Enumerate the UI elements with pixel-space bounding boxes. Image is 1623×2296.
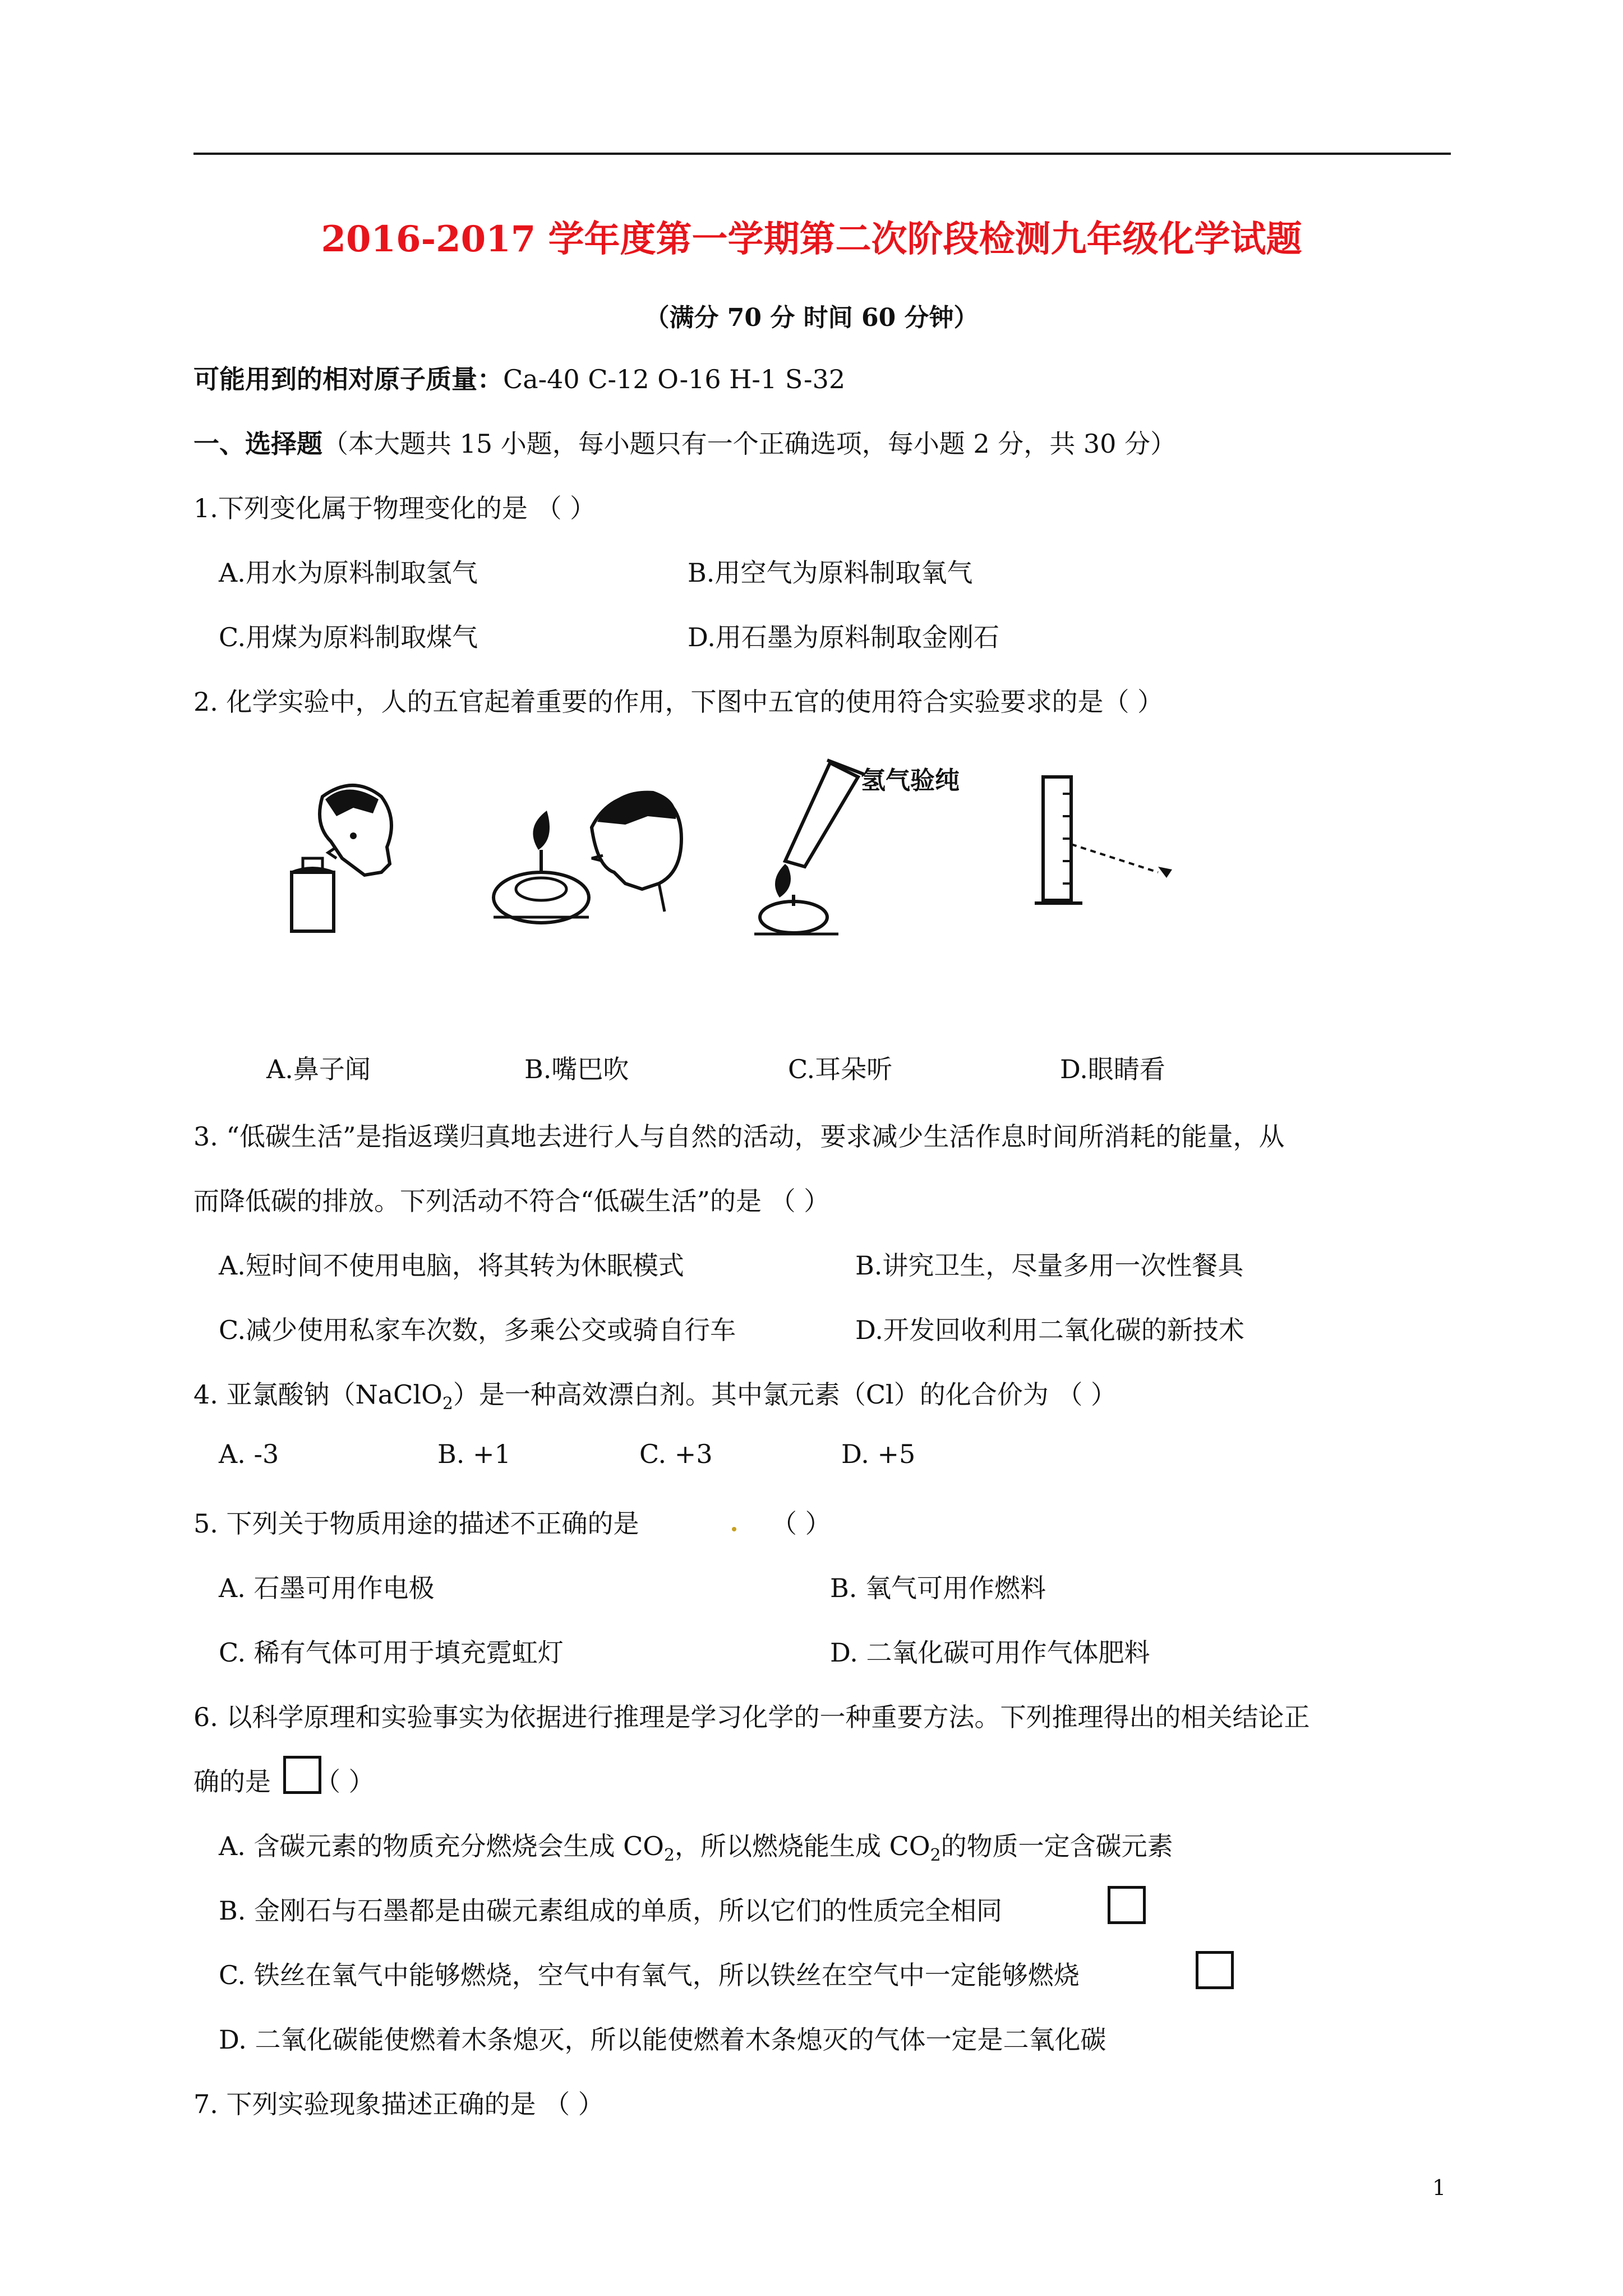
q6-option-c: C. 铁丝在氧气中能够燃烧，空气中有氧气，所以铁丝在空气中一定能够燃烧 xyxy=(219,1960,1080,1990)
q6-a-sub1: 2 xyxy=(664,1846,675,1866)
answer-box xyxy=(1108,1886,1146,1924)
q2-option-c: C.耳朵听 xyxy=(788,1054,893,1084)
q1-option-c: C.用煤为原料制取煤气 xyxy=(219,622,478,652)
q6-stem-line1: 6. 以科学原理和实验事实为依据进行推理是学习化学的一种重要方法。下列推理得出的相关结论正 xyxy=(193,1702,1310,1732)
page-number: 1 xyxy=(1432,2175,1446,2200)
atomic-mass-values: Ca-40 C-12 O-16 H-1 S-32 xyxy=(503,364,846,394)
q3-stem-line1: 3. “低碳生活”是指返璞归真地去进行人与自然的活动，要求减少生活作息时间所消耗的能量，从 xyxy=(193,1121,1285,1152)
q6-a-mid: ，所以燃烧能生成 CO xyxy=(675,1831,930,1861)
q5-option-a: A. 石墨可用作电极 xyxy=(219,1573,435,1603)
stray-dot xyxy=(732,1527,736,1531)
q1-stem: 1.下列变化属于物理变化的是 （ ） xyxy=(193,493,596,523)
q4-stem-sub: 2 xyxy=(442,1394,453,1414)
q5-option-c: C. 稀有气体可用于填充霓虹灯 xyxy=(219,1637,564,1668)
q4-option-d: D. +5 xyxy=(841,1439,916,1469)
read-cylinder-figure xyxy=(1032,771,1189,912)
q5-option-b: B. 氧气可用作燃料 xyxy=(830,1573,1046,1603)
q2-option-a: A.鼻子闻 xyxy=(266,1054,371,1084)
q1-option-b: B.用空气为原料制取氧气 xyxy=(688,558,973,588)
atomic-mass-label: 可能用到的相对原子质量： xyxy=(193,364,503,394)
q4-stem-post: ）是一种高效漂白剂。其中氯元素（Cl）的化合价为 （ ） xyxy=(453,1379,1117,1410)
atomic-mass-line xyxy=(193,359,845,396)
answer-box xyxy=(1196,1951,1234,1989)
q2-option-d: D.眼睛看 xyxy=(1060,1054,1165,1084)
q4-option-b: B. +1 xyxy=(437,1439,511,1469)
q3-option-c: C.减少使用私家车次数，多乘公交或骑自行车 xyxy=(219,1315,736,1345)
q3-option-a: A.短时间不使用电脑，将其转为休眠模式 xyxy=(219,1250,684,1281)
q6-option-b: B. 金刚石与石墨都是由碳元素组成的单质，所以它们的性质完全相同 xyxy=(219,1895,1003,1926)
q5-option-d: D. 二氧化碳可用作气体肥料 xyxy=(830,1637,1150,1668)
q6-a-post: 的物质一定含碳元素 xyxy=(940,1831,1173,1861)
blow-figure xyxy=(479,777,721,940)
page-title: 2016-2017 学年度第一学期第二次阶段检测九年级化学试题 xyxy=(321,218,1302,260)
q6-a-sub2: 2 xyxy=(930,1846,941,1866)
q3-stem-line2: 而降低碳的排放。下列活动不符合“低碳生活”的是 （ ） xyxy=(193,1186,830,1216)
q5-paren: （ ） xyxy=(771,1508,831,1539)
q5-stem: 5. 下列关于物质用途的描述不正确的是 xyxy=(193,1508,639,1539)
exam-info: （满分 70 分 时间 60 分钟） xyxy=(644,303,979,332)
section-note: （本大题共 15 小题，每小题只有一个正确选项，每小题 2 分，共 30 分） xyxy=(322,429,1177,459)
q6-stem-post: （ ） xyxy=(315,1766,375,1797)
q4-stem xyxy=(193,1374,1117,1414)
q2-stem: 2. 化学实验中，人的五官起着重要的作用，下图中五官的使用符合实验要求的是（ ） xyxy=(193,687,1164,717)
q1-option-a: A.用水为原料制取氢气 xyxy=(219,558,478,588)
q4-stem-pre: 4. 亚氯酸钠（NaClO xyxy=(193,1379,442,1410)
q6-option-d: D. 二氧化碳能使燃着木条熄灭，所以能使燃着木条熄灭的气体一定是二氧化碳 xyxy=(219,2024,1106,2055)
q6-stem-pre: 确的是 xyxy=(193,1766,271,1797)
q7-stem: 7. 下列实验现象描述正确的是 （ ） xyxy=(193,2089,604,2119)
section-heading xyxy=(193,424,1176,461)
q4-option-a: A. -3 xyxy=(219,1439,279,1469)
q4-option-c: C. +3 xyxy=(639,1439,713,1469)
q6-option-a xyxy=(219,1826,1173,1865)
q1-option-d: D.用石墨为原料制取金刚石 xyxy=(688,622,999,652)
q3-option-d: D.开发回收利用二氧化碳的新技术 xyxy=(855,1315,1244,1345)
q2-option-b: B.嘴巴吹 xyxy=(524,1054,629,1084)
header-rule xyxy=(193,153,1451,155)
q6-a-pre: A. 含碳元素的物质充分燃烧会生成 CO xyxy=(219,1831,664,1861)
section-title: 一、选择题 xyxy=(193,429,322,459)
hydrogen-test-label: 氢气验纯 xyxy=(861,766,960,795)
smell-figure xyxy=(269,774,404,937)
q3-option-b: B.讲究卫生，尽量多用一次性餐具 xyxy=(855,1250,1244,1281)
answer-box xyxy=(283,1756,321,1794)
